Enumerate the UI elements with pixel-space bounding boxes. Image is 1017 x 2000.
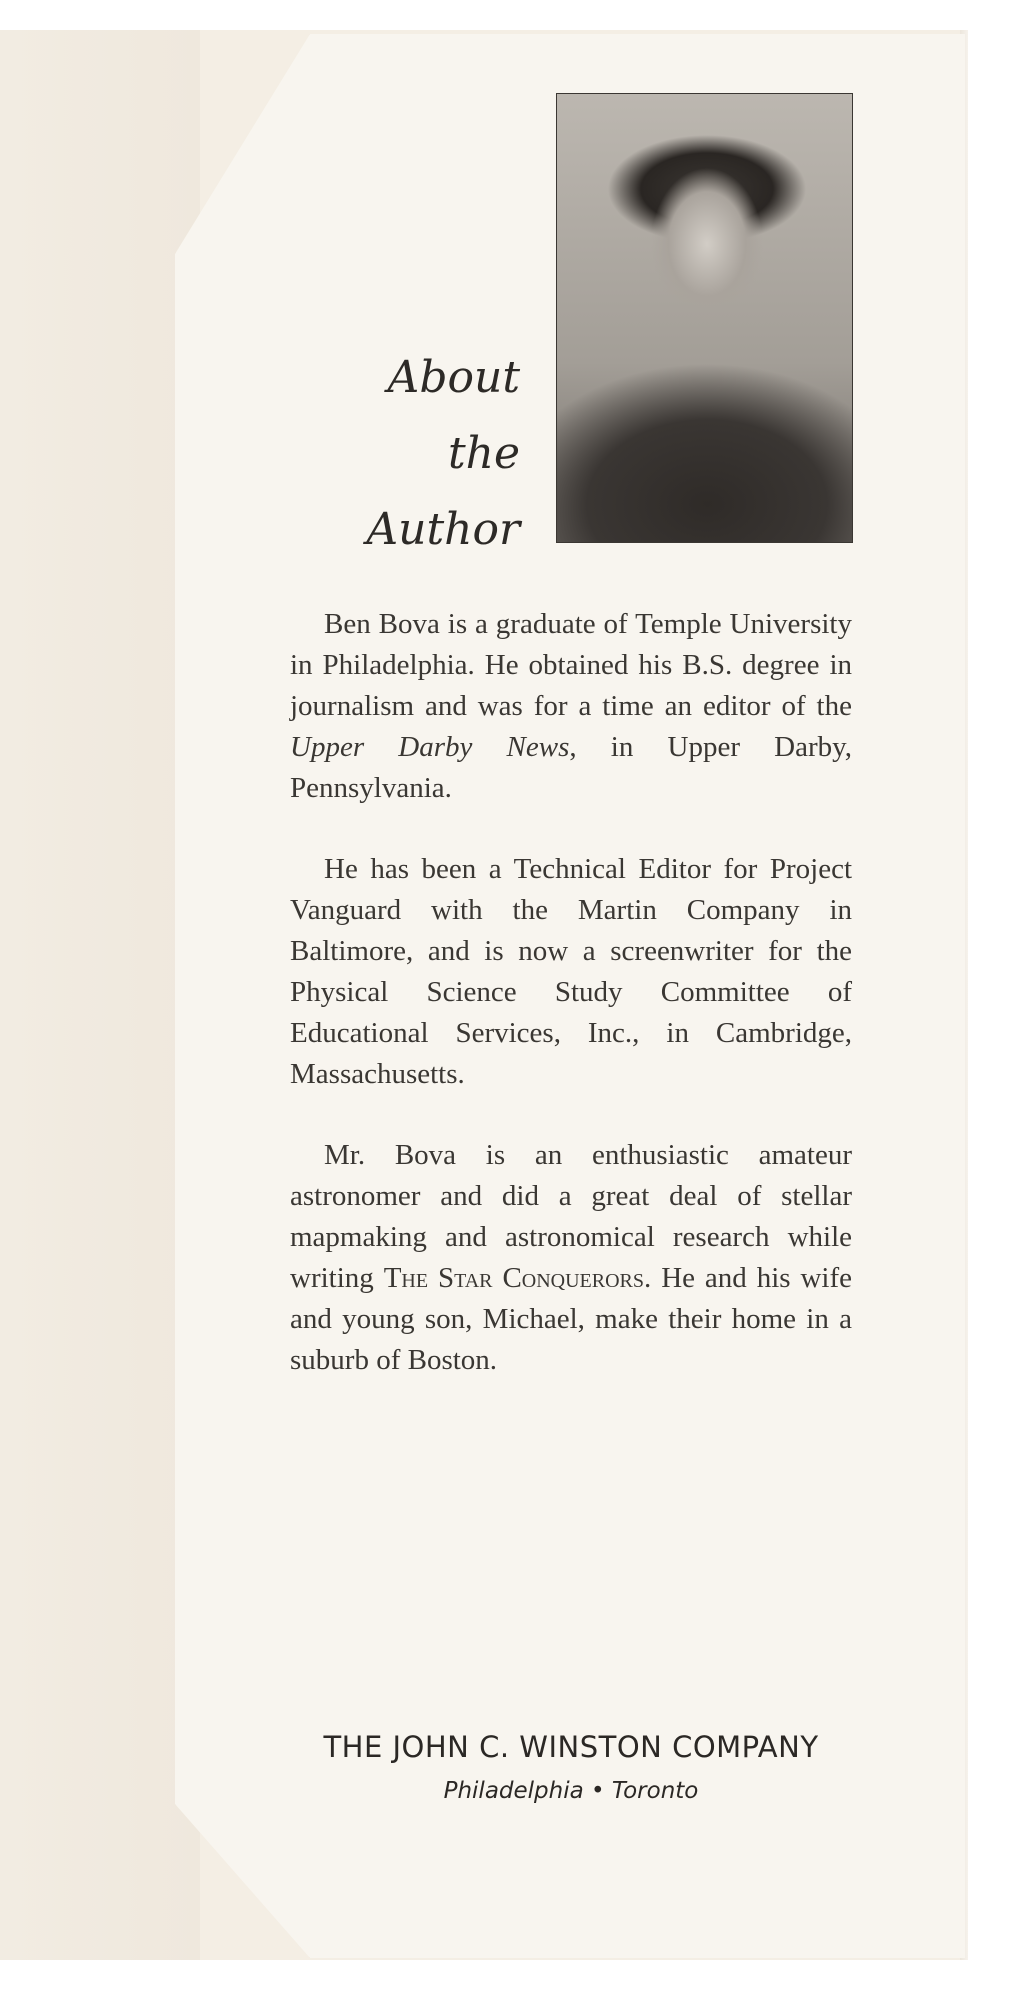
bio-p3-end: . He and his wife and young son, Michael, make their home in a suburb of Boston. [290, 1262, 853, 1376]
newspaper-title: Upper Darby News [290, 731, 570, 763]
author-photo [556, 93, 853, 543]
bio-p1-end: , in Upper Darby, Pennsylvania. [290, 731, 852, 804]
bio-p3-text: Mr. Bova is an enthusiastic amateur astronomer and did a great deal of stellar mapmaking and astronomical research while writing [290, 1139, 852, 1294]
publisher-name: THE JOHN C. WINSTON COMPANY [323, 1730, 819, 1764]
heading-line-3: Author [366, 504, 520, 555]
bio-paragraph-3 [290, 1135, 852, 1381]
bio-p1-text: Ben Bova is a graduate of Temple University in Philadelphia. He obtained his B.S. degree in journalism and was for a time an editor of the [290, 608, 852, 722]
heading-line-2: the [447, 428, 520, 479]
heading-line-1: About [387, 352, 520, 403]
book-title: The Star Conquerors [383, 1262, 645, 1294]
about-the-author-heading [366, 340, 520, 568]
bio-paragraph-2: He has been a Technical Editor for Project Vanguard with the Martin Company in Baltimore, and is now a screenwriter for the Physical Science Study Committee of Educational Services, Inc., in Cambridge, Massachusetts. [290, 853, 852, 1090]
inner-page-shadow [0, 30, 200, 1960]
publisher-cities: Philadelphia • Toronto [443, 1778, 699, 1804]
author-bio [290, 604, 852, 1421]
publisher-block [290, 1730, 852, 1804]
bio-paragraph-1 [290, 604, 852, 809]
